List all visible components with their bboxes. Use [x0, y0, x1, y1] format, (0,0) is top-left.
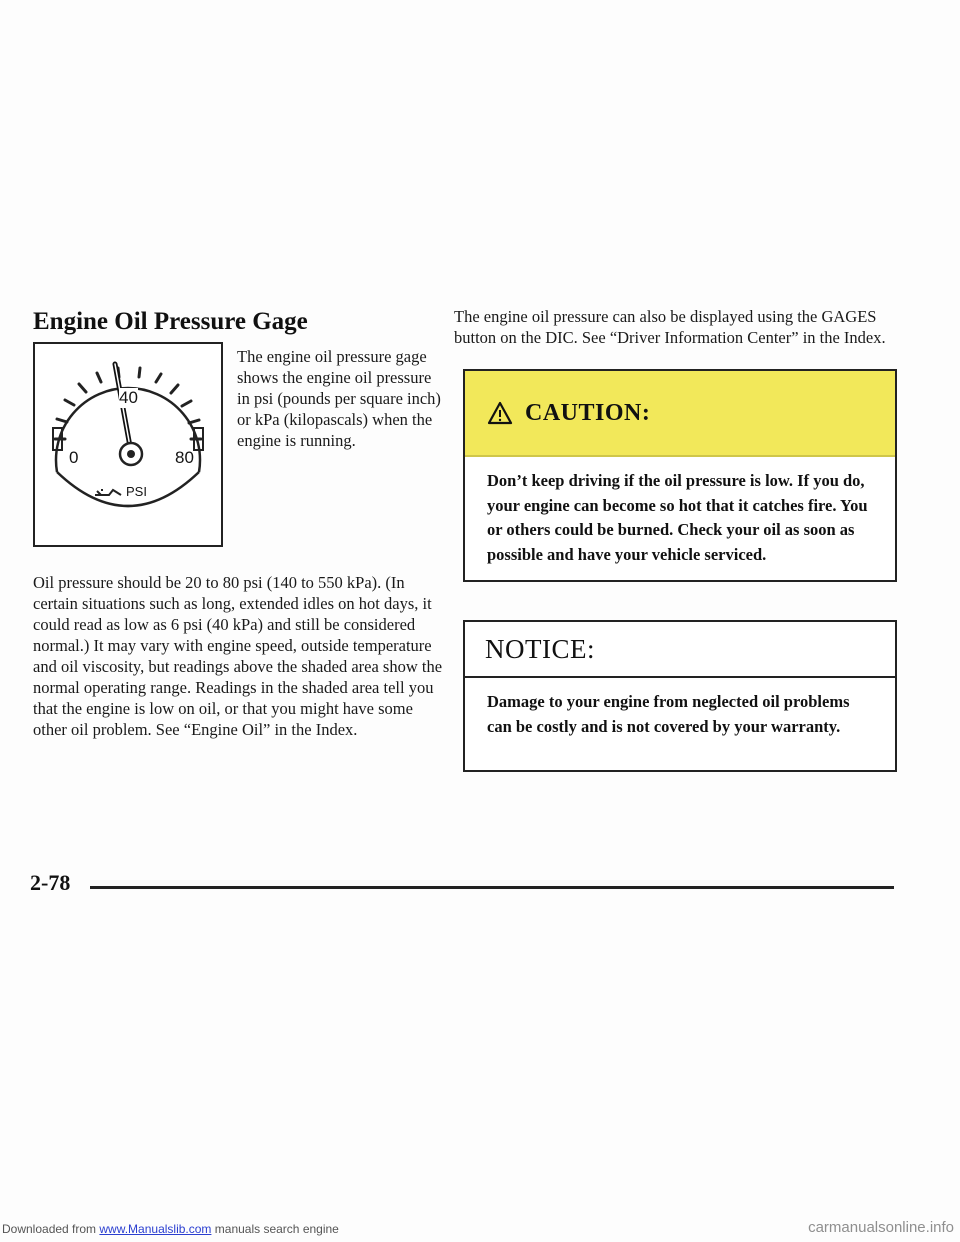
download-banner-suffix: manuals search engine — [211, 1222, 339, 1236]
gauge-unit-label: PSI — [126, 484, 147, 499]
caution-title: CAUTION: — [525, 399, 651, 426]
caution-box — [463, 369, 897, 582]
warning-triangle-icon — [487, 401, 513, 425]
oil-can-icon — [95, 490, 121, 495]
gauge-label-min: 0 — [69, 448, 79, 467]
notice-title: NOTICE: — [485, 633, 595, 664]
page-number: 2-78 — [30, 870, 71, 895]
notice-text: Damage to your engine from neglected oil problems can be costly and is not covered by your warranty. — [487, 692, 850, 736]
dic-intro-text: The engine oil pressure can also be displayed using the GAGES button on the DIC. See “Driver Information Center” in the Index. — [454, 307, 886, 347]
oil-pressure-body-text: Oil pressure should be 20 to 80 psi (140 to 550 kPa). (In certain situations such as long, extended idles on hot days, it could read as low as 6 psi (40 kPa) and still be considered normal.) It may vary with engine speed, outside temperature and oil viscosity, but readings above the shaded area show the normal operating range. Readings in the shaded area tell you that the engine is low on oil, or that you might have some other oil problem. See “Engine Oil” in the Index. — [33, 573, 443, 739]
section-title: Engine Oil Pressure Gage — [33, 308, 308, 335]
download-banner — [2, 1222, 339, 1236]
gauge-description: The engine oil pressure gage shows the engine oil pressure in psi (pounds per square inch) or kPa (kilopascals) when the engine is running. — [237, 347, 441, 450]
notice-header — [465, 622, 895, 678]
footer-rule — [90, 886, 894, 889]
notice-box — [463, 620, 897, 772]
caution-text: Don’t keep driving if the oil pressure is low. If you do, your engine can become so hot that it catches fire. You or others could be burned. Check your oil as soon as possible and have your vehicle serviced. — [487, 471, 868, 564]
download-banner-prefix: Downloaded from — [2, 1222, 100, 1236]
gauge-label-max: 80 — [175, 448, 194, 467]
caution-header — [465, 371, 895, 457]
site-watermark: carmanualsonline.info — [808, 1219, 954, 1236]
oil-pressure-gauge-illustration — [33, 342, 223, 547]
gauge-label-mid: 40 — [119, 388, 138, 407]
manualslib-link[interactable]: www.Manualslib.com — [99, 1222, 212, 1236]
gauge-dial-icon — [35, 344, 221, 545]
